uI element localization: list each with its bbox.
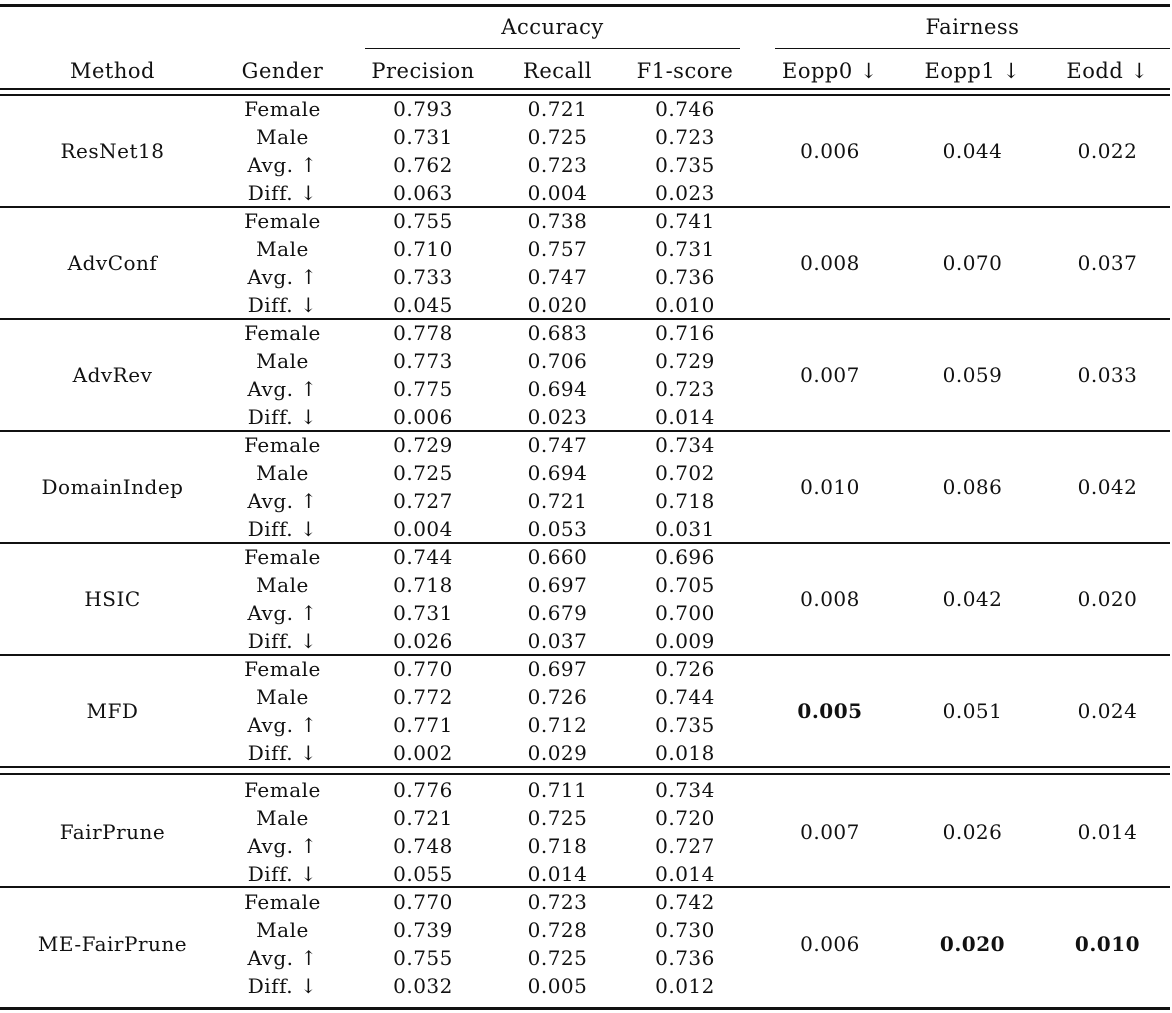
gender-label: Avg. ↑ xyxy=(247,489,318,513)
precision-value: 0.762 xyxy=(393,153,453,177)
recall-value: 0.694 xyxy=(527,377,588,401)
group-separator-rule xyxy=(0,318,1170,320)
precision-value: 0.063 xyxy=(393,181,453,205)
precision-value: 0.006 xyxy=(393,405,453,429)
gender-label: Male xyxy=(256,573,309,597)
gender-label: Female xyxy=(244,778,321,802)
column-header-eopp1: Eopp1 ↓ xyxy=(924,59,1021,83)
recall-value: 0.711 xyxy=(527,778,588,802)
f1-value: 0.702 xyxy=(655,461,715,485)
precision-value: 0.002 xyxy=(393,741,453,765)
eodd-value: 0.010 xyxy=(1074,932,1141,956)
precision-value: 0.778 xyxy=(393,321,453,345)
recall-value: 0.020 xyxy=(527,293,588,317)
f1-value: 0.727 xyxy=(655,834,715,858)
recall-value: 0.694 xyxy=(527,461,588,485)
gender-label: Female xyxy=(244,209,321,233)
recall-value: 0.679 xyxy=(527,601,588,625)
f1-value: 0.735 xyxy=(655,713,715,737)
group-separator-rule xyxy=(0,206,1170,208)
f1-value: 0.014 xyxy=(655,405,715,429)
f1-value: 0.716 xyxy=(655,321,715,345)
eopp0-value: 0.006 xyxy=(800,139,860,163)
precision-value: 0.721 xyxy=(393,806,453,830)
eopp1-value: 0.086 xyxy=(942,475,1003,499)
top-rule xyxy=(0,4,1170,7)
gender-label: Male xyxy=(256,685,309,709)
precision-value: 0.055 xyxy=(393,862,453,886)
f1-value: 0.726 xyxy=(655,657,715,681)
eopp1-value: 0.044 xyxy=(942,139,1003,163)
eodd-value: 0.037 xyxy=(1077,251,1138,275)
recall-value: 0.697 xyxy=(527,573,588,597)
f1-value: 0.012 xyxy=(655,974,715,998)
eopp0-value: 0.006 xyxy=(800,932,860,956)
group-separator-rule xyxy=(0,886,1170,888)
eodd-value: 0.014 xyxy=(1077,820,1138,844)
gender-label: Male xyxy=(256,125,309,149)
f1-value: 0.723 xyxy=(655,125,715,149)
group-header-accuracy: Accuracy xyxy=(501,15,604,39)
f1-value: 0.729 xyxy=(655,349,715,373)
recall-value: 0.725 xyxy=(527,946,588,970)
gender-label: Male xyxy=(256,918,309,942)
f1-value: 0.735 xyxy=(655,153,715,177)
group-header-fairness: Fairness xyxy=(925,15,1020,39)
precision-value: 0.718 xyxy=(393,573,453,597)
method-name: HSIC xyxy=(84,587,141,611)
f1-value: 0.746 xyxy=(655,97,715,121)
f1-value: 0.734 xyxy=(655,433,715,457)
f1-value: 0.731 xyxy=(655,237,715,261)
column-header-method: Method xyxy=(70,59,155,83)
fairness-cmidrule xyxy=(775,48,1170,49)
eopp0-value: 0.007 xyxy=(800,820,860,844)
precision-value: 0.045 xyxy=(393,293,453,317)
f1-value: 0.700 xyxy=(655,601,715,625)
recall-value: 0.728 xyxy=(527,918,588,942)
f1-value: 0.009 xyxy=(655,629,715,653)
method-name: DomainIndep xyxy=(41,475,184,499)
f1-value: 0.736 xyxy=(655,265,715,289)
recall-value: 0.005 xyxy=(527,974,588,998)
group-separator-rule xyxy=(0,542,1170,544)
gender-label: Diff. ↓ xyxy=(247,405,318,429)
f1-value: 0.744 xyxy=(655,685,715,709)
precision-value: 0.793 xyxy=(393,97,453,121)
recall-value: 0.004 xyxy=(527,181,588,205)
recall-value: 0.723 xyxy=(527,890,588,914)
recall-value: 0.723 xyxy=(527,153,588,177)
column-header-recall: Recall xyxy=(523,59,592,83)
gender-label: Male xyxy=(256,806,309,830)
recall-value: 0.721 xyxy=(527,489,588,513)
gender-label: Avg. ↑ xyxy=(247,377,318,401)
precision-value: 0.733 xyxy=(393,265,453,289)
gender-label: Male xyxy=(256,237,309,261)
method-name: FairPrune xyxy=(59,820,166,844)
precision-value: 0.731 xyxy=(393,125,453,149)
f1-value: 0.696 xyxy=(655,545,715,569)
gender-label: Male xyxy=(256,461,309,485)
gender-label: Female xyxy=(244,97,321,121)
recall-value: 0.738 xyxy=(527,209,588,233)
eopp1-value: 0.059 xyxy=(942,363,1003,387)
eopp0-value: 0.008 xyxy=(800,587,860,611)
recall-value: 0.725 xyxy=(527,806,588,830)
column-header-precision: Precision xyxy=(371,59,475,83)
recall-value: 0.014 xyxy=(527,862,588,886)
method-name: AdvConf xyxy=(67,251,158,275)
precision-value: 0.725 xyxy=(393,461,453,485)
precision-value: 0.772 xyxy=(393,685,453,709)
recall-value: 0.706 xyxy=(527,349,588,373)
precision-value: 0.004 xyxy=(393,517,453,541)
precision-value: 0.755 xyxy=(393,946,453,970)
precision-value: 0.739 xyxy=(393,918,453,942)
header-rule-1 xyxy=(0,88,1170,90)
group-separator-rule xyxy=(0,430,1170,432)
precision-value: 0.731 xyxy=(393,601,453,625)
gender-label: Diff. ↓ xyxy=(247,517,318,541)
precision-value: 0.748 xyxy=(393,834,453,858)
f1-value: 0.018 xyxy=(655,741,715,765)
precision-value: 0.032 xyxy=(393,974,453,998)
eopp1-value: 0.020 xyxy=(939,932,1006,956)
group-separator-rule xyxy=(0,654,1170,656)
recall-value: 0.712 xyxy=(527,713,588,737)
gender-label: Diff. ↓ xyxy=(247,293,318,317)
gender-label: Diff. ↓ xyxy=(247,181,318,205)
gender-label: Diff. ↓ xyxy=(247,974,318,998)
gender-label: Avg. ↑ xyxy=(247,153,318,177)
precision-value: 0.755 xyxy=(393,209,453,233)
section-double-rule xyxy=(0,773,1170,775)
gender-label: Diff. ↓ xyxy=(247,629,318,653)
f1-value: 0.742 xyxy=(655,890,715,914)
section-double-rule xyxy=(0,766,1170,768)
recall-value: 0.721 xyxy=(527,97,588,121)
recall-value: 0.660 xyxy=(527,545,588,569)
precision-value: 0.744 xyxy=(393,545,453,569)
f1-value: 0.730 xyxy=(655,918,715,942)
eodd-value: 0.042 xyxy=(1077,475,1138,499)
recall-value: 0.053 xyxy=(527,517,588,541)
method-name: MFD xyxy=(86,699,139,723)
gender-label: Avg. ↑ xyxy=(247,834,318,858)
eodd-value: 0.020 xyxy=(1077,587,1138,611)
gender-label: Female xyxy=(244,321,321,345)
gender-label: Avg. ↑ xyxy=(247,601,318,625)
column-header-gender: Gender xyxy=(241,59,324,83)
method-name: ResNet18 xyxy=(60,139,165,163)
recall-value: 0.023 xyxy=(527,405,588,429)
method-name: ME-FairPrune xyxy=(37,932,188,956)
precision-value: 0.771 xyxy=(393,713,453,737)
recall-value: 0.757 xyxy=(527,237,588,261)
f1-value: 0.741 xyxy=(655,209,715,233)
gender-label: Female xyxy=(244,545,321,569)
f1-value: 0.023 xyxy=(655,181,715,205)
gender-label: Avg. ↑ xyxy=(247,946,318,970)
eopp0-value: 0.008 xyxy=(800,251,860,275)
precision-value: 0.026 xyxy=(393,629,453,653)
gender-label: Male xyxy=(256,349,309,373)
recall-value: 0.726 xyxy=(527,685,588,709)
gender-label: Female xyxy=(244,890,321,914)
column-header-f1-score: F1-score xyxy=(636,59,734,83)
eopp1-value: 0.026 xyxy=(942,820,1003,844)
accuracy-cmidrule xyxy=(365,48,740,49)
column-header-eopp0: Eopp0 ↓ xyxy=(782,59,878,83)
eodd-value: 0.024 xyxy=(1077,699,1138,723)
eopp1-value: 0.051 xyxy=(942,699,1003,723)
f1-value: 0.014 xyxy=(655,862,715,886)
gender-label: Avg. ↑ xyxy=(247,713,318,737)
eopp0-value: 0.010 xyxy=(800,475,860,499)
precision-value: 0.773 xyxy=(393,349,453,373)
recall-value: 0.697 xyxy=(527,657,588,681)
eopp1-value: 0.070 xyxy=(942,251,1003,275)
recall-value: 0.718 xyxy=(527,834,588,858)
gender-label: Female xyxy=(244,657,321,681)
eopp0-value: 0.007 xyxy=(800,363,860,387)
recall-value: 0.725 xyxy=(527,125,588,149)
f1-value: 0.031 xyxy=(655,517,715,541)
eodd-value: 0.033 xyxy=(1077,363,1138,387)
recall-value: 0.683 xyxy=(527,321,588,345)
recall-value: 0.747 xyxy=(527,265,588,289)
f1-value: 0.705 xyxy=(655,573,715,597)
gender-label: Diff. ↓ xyxy=(247,862,318,886)
eopp0-value: 0.005 xyxy=(797,699,863,723)
f1-value: 0.736 xyxy=(655,946,715,970)
precision-value: 0.770 xyxy=(393,890,453,914)
f1-value: 0.010 xyxy=(655,293,715,317)
recall-value: 0.037 xyxy=(527,629,588,653)
recall-value: 0.747 xyxy=(527,433,588,457)
bottom-rule xyxy=(0,1007,1170,1010)
recall-value: 0.029 xyxy=(527,741,588,765)
eodd-value: 0.022 xyxy=(1077,139,1138,163)
precision-value: 0.770 xyxy=(393,657,453,681)
precision-value: 0.729 xyxy=(393,433,453,457)
f1-value: 0.718 xyxy=(655,489,715,513)
precision-value: 0.776 xyxy=(393,778,453,802)
gender-label: Diff. ↓ xyxy=(247,741,318,765)
gender-label: Avg. ↑ xyxy=(247,265,318,289)
precision-value: 0.727 xyxy=(393,489,453,513)
f1-value: 0.720 xyxy=(655,806,715,830)
gender-label: Female xyxy=(244,433,321,457)
column-header-eodd: Eodd ↓ xyxy=(1066,59,1149,83)
precision-value: 0.775 xyxy=(393,377,453,401)
method-name: AdvRev xyxy=(72,363,153,387)
f1-value: 0.723 xyxy=(655,377,715,401)
f1-value: 0.734 xyxy=(655,778,715,802)
precision-value: 0.710 xyxy=(393,237,453,261)
eopp1-value: 0.042 xyxy=(942,587,1003,611)
